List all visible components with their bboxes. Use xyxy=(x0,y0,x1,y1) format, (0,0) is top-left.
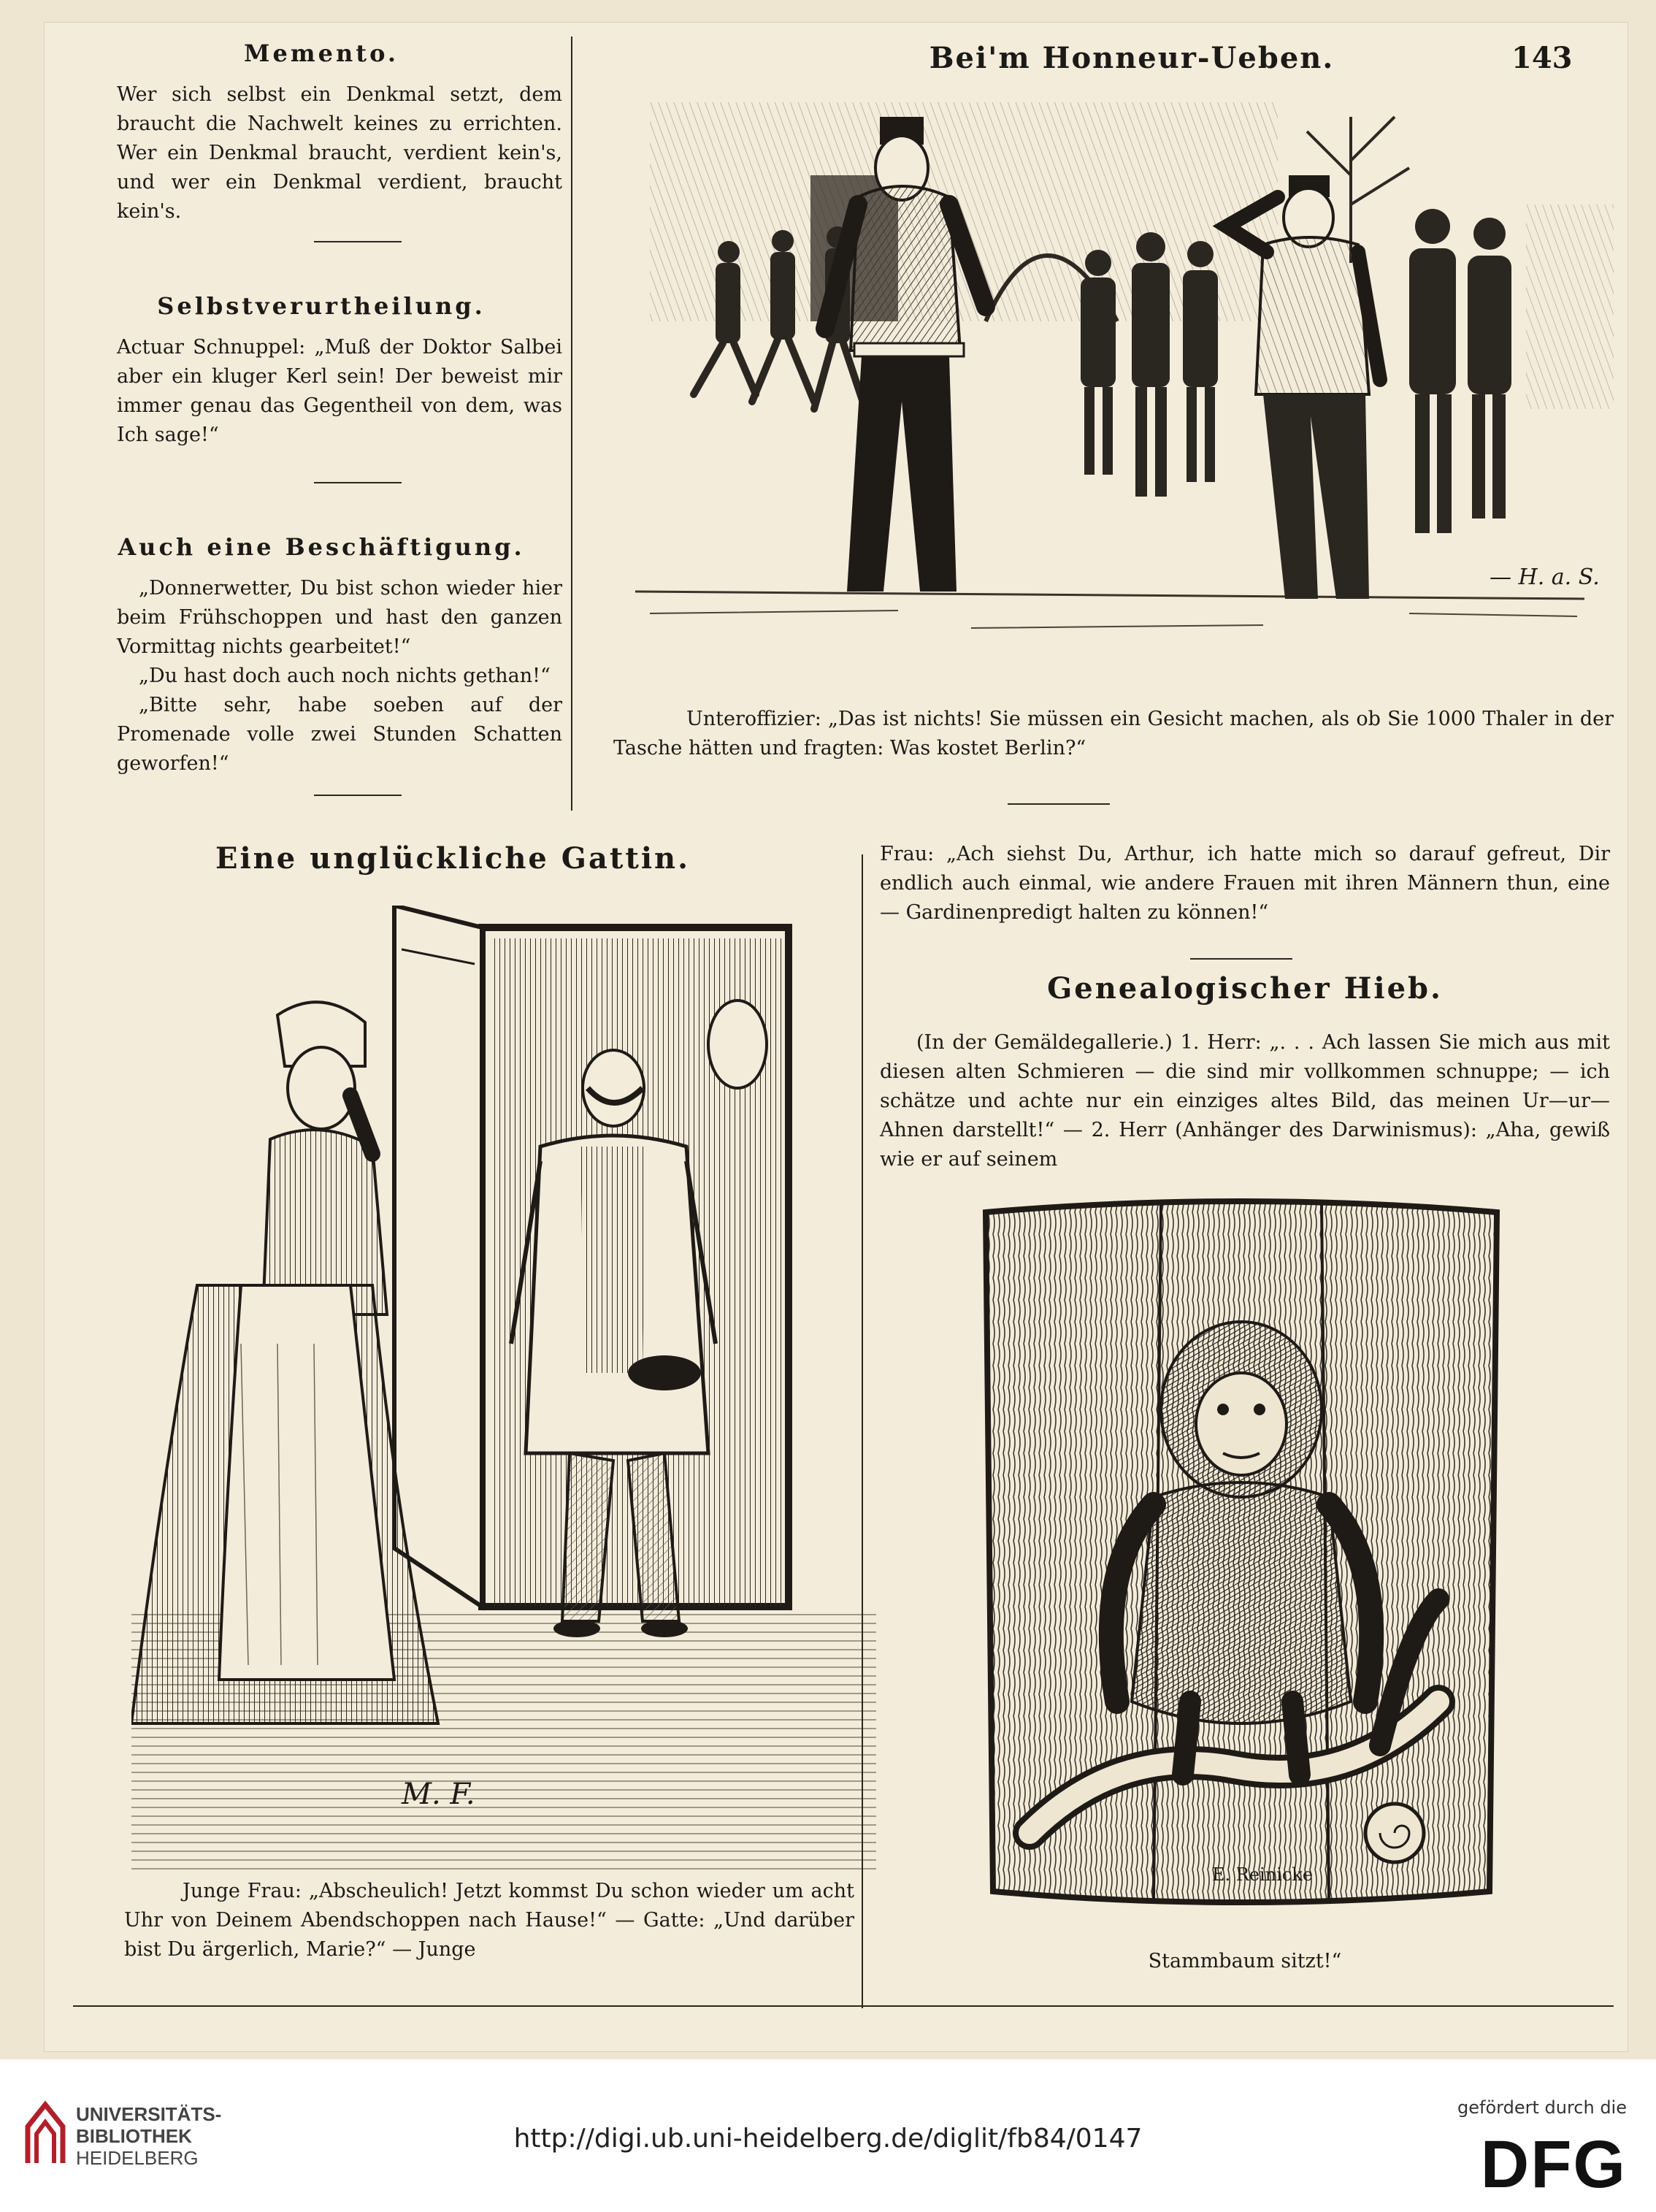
selbstverurtheilung-title: Selbstverurtheilung. xyxy=(157,292,486,320)
selbstverurtheilung-text xyxy=(117,333,562,450)
hieb-illustration xyxy=(971,1190,1511,1921)
viewer-footer xyxy=(0,2059,1656,2212)
hieb-signature: E. Reinicke xyxy=(1212,1864,1314,1885)
honneur-title: Bei'm Honneur-Ueben. xyxy=(929,41,1335,75)
hieb-text-content: (In der Gemäldegallerie.) 1. Herr: „. . . Ach lassen Sie mich aus mit diesen alten Schmieren — die sind mir vollkommen schnuppe; — ich schätze und achte nur ein einziges altes Bild, das meinen Ur—ur—Ahnen darstellt!“ — 2. Herr (Anhänger des Darwinismus): „Aha, gewiß wie er auf seinem xyxy=(880,1031,1610,1171)
hieb-caption-text: Stammbaum sitzt!“ xyxy=(1148,1950,1342,1972)
beschaeftigung-p3: „Bitte sehr, habe soeben auf der Promenade volle zwei Stunden Schatten geworfen!“ xyxy=(117,694,562,775)
newspaper-page xyxy=(44,22,1628,2052)
dfg-logo[interactable]: DFG xyxy=(1480,2127,1627,2202)
gattin-drawing xyxy=(131,906,876,1870)
library-line3: HEIDELBERG xyxy=(76,2147,199,2169)
hieb-text xyxy=(880,1028,1610,1174)
hieb-caption xyxy=(880,1947,1610,1976)
selbstverurtheilung-paragraph: Actuar Schnuppel: „Muß der Doktor Salbei aber ein kluger Kerl sein! Der beweist mir immer genau das Gegentheil von dem, was Ich sage!“ xyxy=(117,336,562,446)
honneur-caption-text: Unteroffizier: „Das ist nichts! Sie müssen ein Gesicht machen, als ob Sie 1000 Thaler in der Tasche hätten und fragten: Was kostet Berlin?“ xyxy=(613,708,1614,759)
gattin-title: Eine unglückliche Gattin. xyxy=(215,841,691,876)
memento-title: Memento. xyxy=(244,39,399,67)
funding-note: gefördert durch die xyxy=(1457,2097,1627,2118)
separator xyxy=(314,241,402,242)
separator xyxy=(1190,958,1292,960)
beschaeftigung-p1: „Donnerwetter, Du bist schon wieder hier beim Frühschoppen und hast den ganzen Vormittag nichts gearbeitet!“ xyxy=(117,577,562,658)
beschaeftigung-text xyxy=(117,574,562,778)
beschaeftigung-p2: „Du hast doch auch noch nichts gethan!“ xyxy=(139,665,551,687)
separator xyxy=(1008,803,1110,805)
gattin-caption-text: Junge Frau: „Abscheulich! Jetzt kommst Du schon wieder um acht Uhr von Deinem Abendschoppen nach Hause!“ — Gatte: „Und darüber bist Du ärgerlich, Marie?“ — Junge xyxy=(124,1880,854,1961)
column-divider xyxy=(862,854,863,2008)
hieb-drawing xyxy=(971,1190,1511,1921)
page-bottom-rule xyxy=(73,2005,1614,2007)
memento-paragraph: Wer sich selbst ein Denkmal setzt, dem braucht die Nachwelt keines zu errichten. Wer ein Denkmal braucht, verdient kein's, und wer ein Denkmal verdient, braucht kein's. xyxy=(117,83,562,223)
gattin-signature: M. F. xyxy=(402,1777,475,1811)
honneur-drawing xyxy=(606,88,1621,694)
beschaeftigung-title: Auch eine Beschäftigung. xyxy=(118,533,525,561)
gattin-continuation xyxy=(880,840,1610,927)
gattin-continuation-text: Frau: „Ach siehst Du, Arthur, ich hatte mich so darauf gefreut, Dir endlich auch einmal, wie andere Frauen mit ihren Männern thun, eine — Gardinenpredigt halten zu können!“ xyxy=(880,843,1610,924)
permalink-url[interactable]: http://digi.ub.uni-heidelberg.de/diglit/fb84/0147 xyxy=(513,2124,1143,2154)
honneur-signature: — H. a. S. xyxy=(1490,565,1600,590)
library-line1: UNIVERSITÄTS- xyxy=(76,2103,222,2125)
honneur-illustration xyxy=(606,88,1621,694)
memento-text xyxy=(117,80,562,226)
page-number: 143 xyxy=(1511,41,1573,75)
honneur-caption xyxy=(613,705,1614,763)
separator xyxy=(314,482,402,483)
gattin-caption xyxy=(124,1877,854,1964)
library-line2: BIBLIOTHEK xyxy=(76,2125,192,2147)
column-divider xyxy=(571,37,572,811)
separator xyxy=(314,795,402,796)
gattin-illustration xyxy=(131,906,876,1870)
hieb-title: Genealogischer Hieb. xyxy=(1047,971,1443,1006)
